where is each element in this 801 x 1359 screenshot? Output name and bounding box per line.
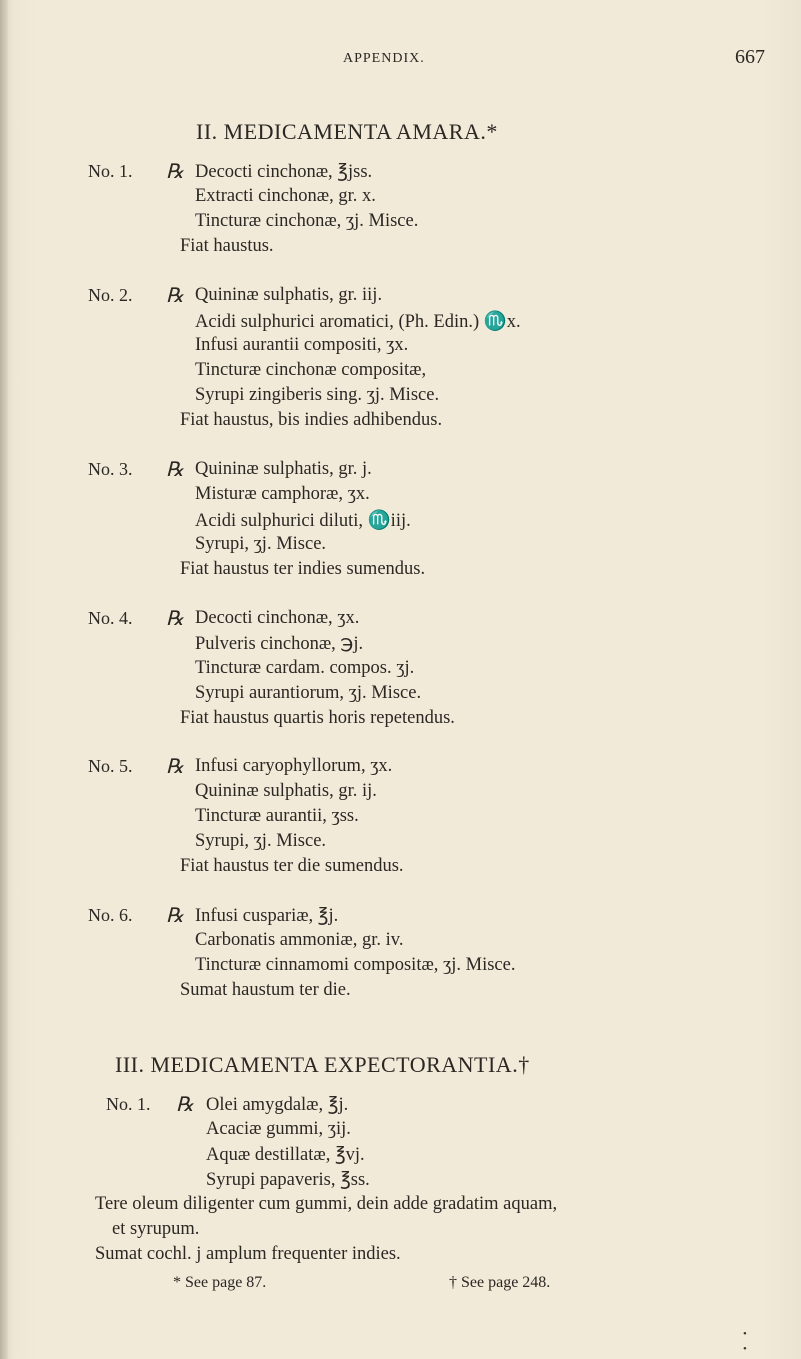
instruction-line: Tere oleum diligenter cum gummi, dein adde gradatim aquam, (95, 1194, 558, 1214)
page-edge (0, 0, 8, 1359)
recipe-line: Tincturæ cinnamomi compositæ, ʒj. Misce. (195, 955, 516, 975)
section-title-ii: II. MEDICAMENTA AMARA.* (196, 119, 498, 144)
recipe-number: No. 3. (88, 459, 133, 479)
recipe-number: No. 1. (106, 1094, 151, 1114)
recipe-line: Infusi cuspariæ, ℥j. (195, 906, 339, 926)
recipe-line: Quininæ sulphatis, gr. j. (195, 459, 372, 479)
page-number: 667 (735, 46, 765, 68)
recipe-line: Syrupi papaveris, ℥ss. (206, 1170, 370, 1190)
recipe-closing: Fiat haustus, bis indies adhibendus. (180, 410, 443, 430)
recipe-symbol: ℞ (166, 608, 184, 630)
footnote: * See page 87. (173, 1274, 267, 1291)
recipe-line: Extracti cinchonæ, gr. x. (195, 186, 376, 206)
recipe-line: Tincturæ aurantii, ʒss. (195, 806, 359, 826)
recipe-closing: Fiat haustus. (180, 236, 274, 256)
recipe-line: Acidi sulphurici diluti, ♏iij. (195, 511, 411, 531)
recipe-closing: Fiat haustus quartis horis repetendus. (180, 708, 455, 728)
recipe-number: No. 1. (88, 161, 133, 181)
recipe-line: Aquæ destillatæ, ℥vj. (206, 1145, 365, 1165)
recipe-line: Syrupi zingiberis sing. ʒj. Misce. (195, 385, 440, 405)
recipe-line: Infusi aurantii compositi, ʒx. (195, 335, 409, 355)
recipe-line: Syrupi aurantiorum, ʒj. Misce. (195, 683, 422, 703)
recipe-line: Tincturæ cinchonæ, ʒj. Misce. (195, 211, 419, 231)
recipe-symbol: ℞ (166, 459, 184, 481)
stray-mark: • (743, 1328, 747, 1340)
recipe-line: Syrupi, ʒj. Misce. (195, 831, 327, 851)
recipe-closing: Fiat haustus ter die sumendus. (180, 856, 404, 876)
recipe-line: Tincturæ cinchonæ compositæ, (195, 360, 427, 380)
recipe-line: Acaciæ gummi, ʒij. (206, 1119, 351, 1139)
recipe-line: Infusi caryophyllorum, ʒx. (195, 756, 393, 776)
running-header: APPENDIX. (343, 51, 425, 66)
recipe-symbol: ℞ (166, 161, 184, 183)
recipe-closing: Fiat haustus ter indies sumendus. (180, 559, 426, 579)
recipe-symbol: ℞ (176, 1094, 194, 1116)
footnote: † See page 248. (449, 1274, 551, 1291)
recipe-line: Acidi sulphurici aromatici, (Ph. Edin.) ♏x. (195, 312, 521, 332)
recipe-line: Decocti cinchonæ, ʒx. (195, 608, 360, 628)
recipe-line: Carbonatis ammoniæ, gr. iv. (195, 930, 404, 950)
instruction-line: et syrupum. (112, 1219, 200, 1239)
recipe-number: No. 5. (88, 756, 133, 776)
recipe-symbol: ℞ (166, 905, 184, 927)
recipe-line: Pulveris cinchonæ, ℈j. (195, 634, 364, 654)
recipe-number: No. 2. (88, 285, 133, 305)
recipe-number: No. 6. (88, 905, 133, 925)
recipe-line: Olei amygdalæ, ℥j. (206, 1095, 349, 1115)
instruction-line: Sumat cochl. j amplum frequenter indies. (95, 1244, 401, 1264)
section-title-iii: III. MEDICAMENTA EXPECTORANTIA.† (115, 1052, 530, 1077)
recipe-line: Syrupi, ʒj. Misce. (195, 534, 327, 554)
recipe-symbol: ℞ (166, 756, 184, 778)
recipe-line: Tincturæ cardam. compos. ʒj. (195, 658, 415, 678)
recipe-line: Misturæ camphoræ, ʒx. (195, 484, 370, 504)
recipe-closing: Sumat haustum ter die. (180, 980, 351, 1000)
stray-mark: • (743, 1343, 747, 1355)
recipe-line: Quininæ sulphatis, gr. ij. (195, 781, 377, 801)
recipe-number: No. 4. (88, 608, 133, 628)
recipe-line: Quininæ sulphatis, gr. iij. (195, 285, 383, 305)
recipe-line: Decocti cinchonæ, ℥jss. (195, 162, 373, 182)
recipe-symbol: ℞ (166, 285, 184, 307)
